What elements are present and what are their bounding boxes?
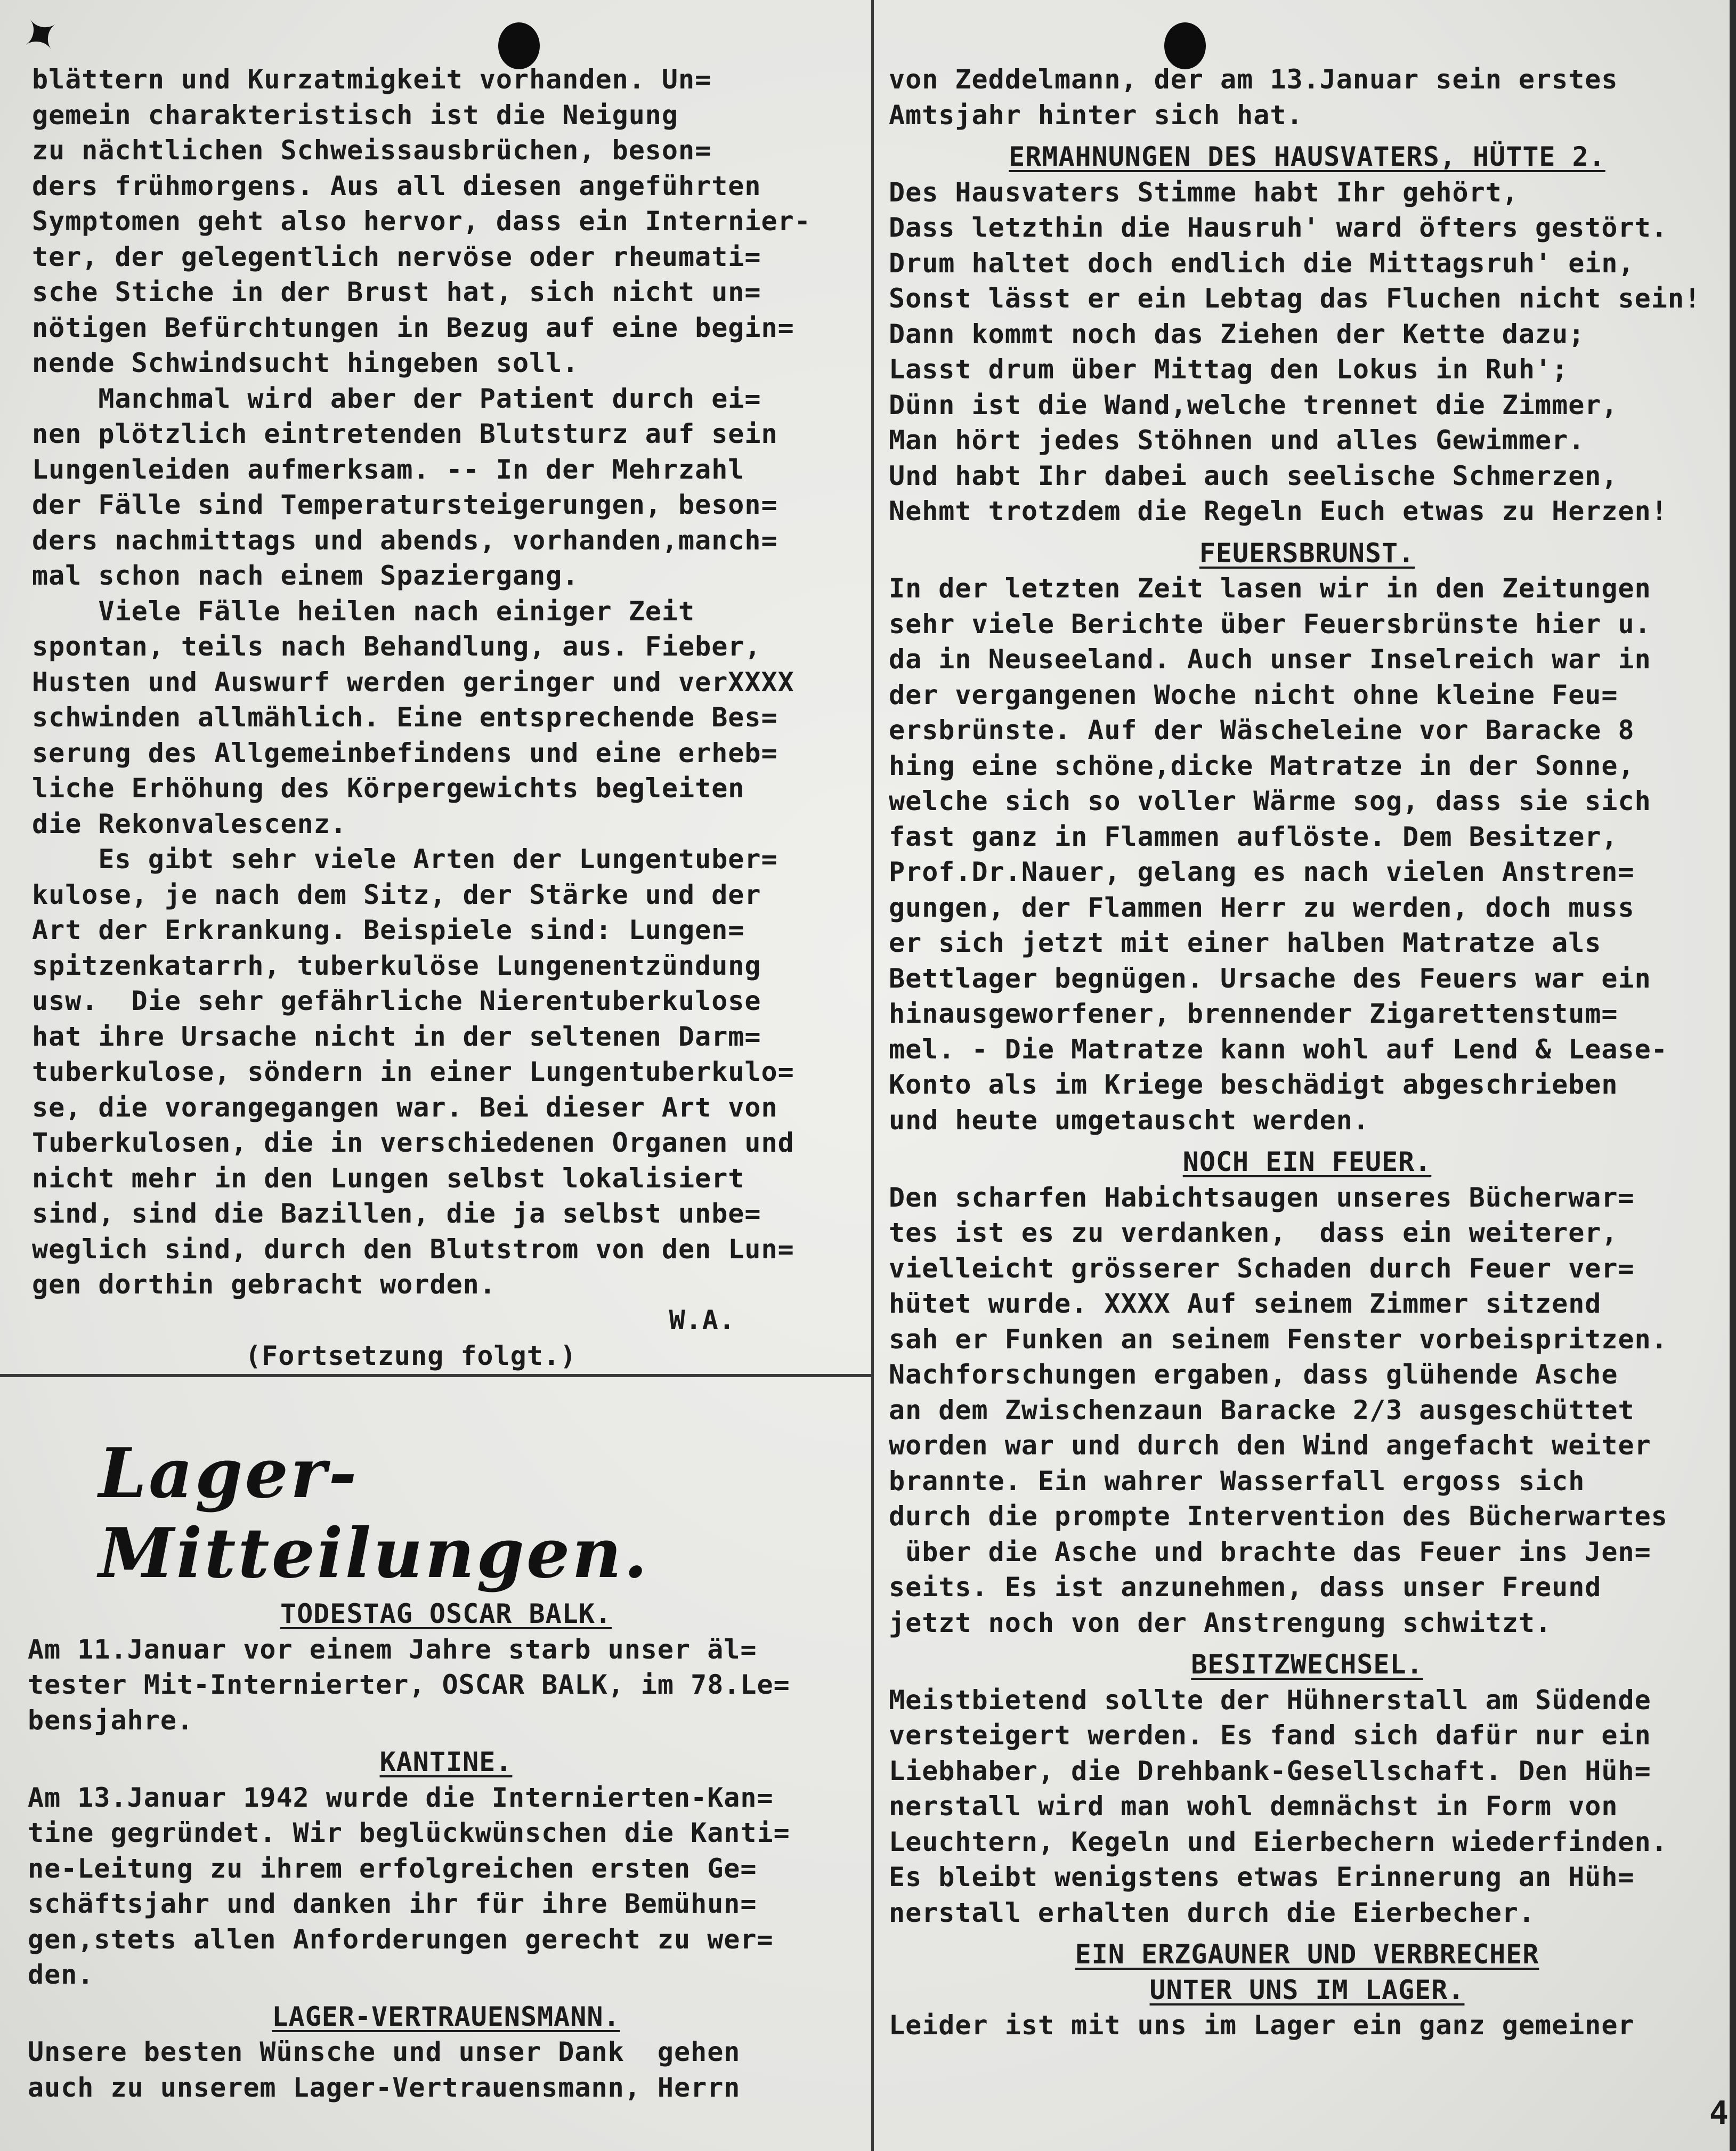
section-line: Dünn ist die Wand,welche trennet die Zimmer, xyxy=(889,389,1618,421)
spacer xyxy=(889,529,1725,536)
section-line: hütet wurde. XXXX Auf seinem Zimmer sitzend xyxy=(889,1288,1602,1319)
section-line: tine gegründet. Wir beglückwünschen die Kanti= xyxy=(28,1817,790,1848)
section-line: gungen, der Flammen Herr zu werden, doch muss xyxy=(889,892,1635,923)
section-heading: LAGER-VERTRAUENSMANN. xyxy=(272,2001,620,2032)
section-line: Leuchtern, Kegeln und Eierbechern wiederfinden. xyxy=(889,1826,1668,1857)
article-line: se, die vorangegangen war. Bei dieser Art von xyxy=(32,1091,778,1123)
section-line: Drum haltet doch endlich die Mittagsruh' ein, xyxy=(889,247,1635,279)
section-line: und heute umgetauscht werden. xyxy=(889,1104,1369,1136)
spacer xyxy=(889,1930,1725,1937)
article-end xyxy=(32,1303,863,1373)
section-line: er sich jetzt mit einer halben Matratze als xyxy=(889,927,1602,958)
section-line: schäftsjahr und danken ihr für ihre Bemühun= xyxy=(28,1888,757,1919)
article-line: blättern und Kurzatmigkeit vorhanden. Un= xyxy=(32,64,712,95)
left-announcements xyxy=(28,1596,864,2105)
article-line: schwinden allmählich. Eine entsprechende Bes= xyxy=(32,702,778,733)
section-line: ersbrünste. Auf der Wäscheleine vor Baracke 8 xyxy=(889,715,1635,746)
article-line: mal schon nach einem Spaziergang. xyxy=(32,560,579,591)
section-line: Prof.Dr.Nauer, gelang es nach vielen Anstren= xyxy=(889,856,1635,887)
bird-mark-icon: ✦ xyxy=(9,1,74,70)
section-line: da in Neuseeland. Auch unser Inselreich war in xyxy=(889,644,1651,675)
right-column xyxy=(889,62,1725,2043)
article-line: Es gibt sehr viele Arten der Lungentuber= xyxy=(32,844,778,875)
article-line: Husten und Auswurf werden geringer und verXXXX xyxy=(32,666,794,698)
section-heading: TODESTAG OSCAR BALK. xyxy=(280,1598,612,1629)
intro-line: Amtsjahr hinter sich hat. xyxy=(889,99,1303,131)
article-line: der Fälle sind Temperatursteigerungen, beson= xyxy=(32,489,778,520)
spacer xyxy=(889,1640,1725,1647)
section-line: In der letzten Zeit lasen wir in den Zeitungen xyxy=(889,573,1651,604)
page-edge xyxy=(1730,0,1736,2151)
spacer xyxy=(28,1738,864,1744)
section-line: Dass letzthin die Hausruh' ward öfters gestört. xyxy=(889,212,1668,243)
article-line: Art der Erkrankung. Beispiele sind: Lungen= xyxy=(32,915,745,945)
section-line: hing eine schöne,dicke Matratze in der Sonne, xyxy=(889,750,1635,781)
article-line: ders frühmorgens. Aus all diesen angeführten xyxy=(32,170,761,201)
article-line: Manchmal wird aber der Patient durch ei= xyxy=(32,383,761,414)
section-banner: Lager-Mitteilungen. xyxy=(99,1434,650,1594)
section-line: mel. - Die Matratze kann wohl auf Lend & Lease- xyxy=(889,1033,1668,1065)
section-line: sah er Funken an seinem Fenster vorbeispritzen. xyxy=(889,1323,1668,1355)
spacer xyxy=(889,133,1725,139)
article-line: kulose, je nach dem Sitz, der Stärke und der xyxy=(32,879,761,910)
section-line: Am 11.Januar vor einem Jahre starb unser äl= xyxy=(28,1634,757,1665)
section-line: fast ganz in Flammen auflöste. Dem Besitzer, xyxy=(889,821,1618,852)
section-heading: NOCH EIN FEUER. xyxy=(1182,1146,1432,1177)
article-line: sche Stiche in der Brust hat, sich nicht un= xyxy=(32,277,761,308)
article-line: Viele Fälle heilen nach einiger Zeit xyxy=(32,595,695,627)
section-line: seits. Es ist anzunehmen, dass unser Freund xyxy=(889,1572,1602,1603)
section-line: Dann kommt noch das Ziehen der Kette dazu; xyxy=(889,318,1585,350)
section-line: ne-Leitung zu ihrem erfolgreichen ersten Ge= xyxy=(28,1853,757,1884)
article-line: die Rekonvalescenz. xyxy=(32,808,347,839)
section-line: tester Mit-Internierter, OSCAR BALK, im 78.Le= xyxy=(28,1669,790,1700)
section-line: bensjahre. xyxy=(28,1704,194,1736)
section-line: Konto als im Kriege beschädigt abgeschrieben xyxy=(889,1069,1618,1100)
section-heading: UNTER UNS IM LAGER. xyxy=(1149,1974,1465,2006)
section-line: nerstall wird man wohl demnächst in Form von xyxy=(889,1791,1618,1822)
section-line: auch zu unserem Lager-Vertrauensmann, Herrn xyxy=(28,2072,741,2103)
section-line: Lasst drum über Mittag den Lokus in Ruh'; xyxy=(889,354,1569,385)
section-line: Bettlager begnügen. Ursache des Feuers war ein xyxy=(889,963,1651,994)
section-line: Nachforschungen ergaben, dass glühende Asche xyxy=(889,1359,1618,1390)
column-divider xyxy=(871,0,874,2151)
page-number: 4 xyxy=(1709,2095,1729,2132)
section-line: Und habt Ihr dabei auch seelische Schmerzen, xyxy=(889,460,1618,491)
article-line: nötigen Befürchtungen in Bezug auf eine begin= xyxy=(32,312,794,343)
section-line: worden war und durch den Wind angefacht weiter xyxy=(889,1430,1651,1461)
section-line: Leider ist mit uns im Lager ein ganz gemeiner xyxy=(889,2010,1635,2041)
article-line: liche Erhöhung des Körpergewichts begleiten xyxy=(32,773,745,804)
section-line: tes ist es zu verdanken, dass ein weiterer, xyxy=(889,1217,1618,1248)
section-line: Nehmt trotzdem die Regeln Euch etwas zu Herzen! xyxy=(889,496,1668,527)
article-line: Tuberkulosen, die in verschiedenen Organen und xyxy=(32,1127,794,1158)
section-line: brannte. Ein wahrer Wasserfall ergoss sich xyxy=(889,1465,1585,1497)
article-line: ders nachmittags und abends, vorhanden,manch= xyxy=(32,524,778,556)
section-heading: BESITZWECHSEL. xyxy=(1191,1649,1423,1680)
article-line: gen dorthin gebracht worden. xyxy=(32,1269,496,1300)
spacer xyxy=(889,1138,1725,1144)
section-heading: ERMAHNUNGEN DES HAUSVATERS, HÜTTE 2. xyxy=(1009,141,1605,172)
section-line: versteigert werden. Es fand sich dafür nur ein xyxy=(889,1720,1651,1751)
section-heading: FEUERSBRUNST. xyxy=(1199,537,1415,569)
section-line: vielleicht grösserer Schaden durch Feuer ver= xyxy=(889,1252,1635,1284)
section-heading: EIN ERZGAUNER UND VERBRECHER xyxy=(1075,1939,1539,1970)
section-line: nerstall erhalten durch die Eierbecher. xyxy=(889,1897,1535,1928)
continuation-note: (Fortsetzung folgt.) xyxy=(245,1340,577,1371)
spacer xyxy=(28,1993,864,1999)
section-line: Es bleibt wenigstens etwas Erinnerung an Hüh= xyxy=(889,1862,1635,1893)
left-article xyxy=(32,62,863,1303)
article-line: serung des Allgemeinbefindens und eine erheb= xyxy=(32,737,778,769)
section-line: Am 13.Januar 1942 wurde die Internierten-Kan= xyxy=(28,1782,774,1813)
section-line: Unsere besten Wünsche und unser Dank gehen xyxy=(28,2036,741,2067)
article-line: usw. Die sehr gefährliche Nierentuberkulose xyxy=(32,985,761,1016)
article-line: spitzenkatarrh, tuberkulöse Lungenentzündung xyxy=(32,950,761,981)
section-line: jetzt noch von der Anstrengung schwitzt. xyxy=(889,1607,1552,1638)
article-line: tuberkulose, söndern in einer Lungentuberkulo= xyxy=(32,1056,794,1087)
article-line: zu nächtlichen Schweissausbrüchen, beson= xyxy=(32,135,712,166)
section-line: Sonst lässt er ein Lebtag das Fluchen nicht sein! xyxy=(889,283,1701,314)
section-line: durch die prompte Intervention des Bücherwartes xyxy=(889,1501,1668,1532)
section-line: der vergangenen Woche nicht ohne kleine Feu= xyxy=(889,679,1618,710)
article-line: nen plötzlich eintretenden Blutsturz auf sein xyxy=(32,418,778,449)
signature: W.A. xyxy=(669,1305,735,1336)
article-line: ter, der gelegentlich nervöse oder rheumati= xyxy=(32,241,761,272)
section-line: den. xyxy=(28,1959,94,1990)
section-line: an dem Zwischenzaun Baracke 2/3 ausgeschüttet xyxy=(889,1394,1635,1426)
article-line: nicht mehr in den Lungen selbst lokalisiert xyxy=(32,1162,745,1194)
article-line: hat ihre Ursache nicht in der seltenen Darm= xyxy=(32,1021,761,1052)
section-line: welche sich so voller Wärme sog, dass sie sich xyxy=(889,786,1651,816)
section-line: sehr viele Berichte über Feuersbrünste hier u. xyxy=(889,608,1651,640)
intro-line: von Zeddelmann, der am 13.Januar sein erstes xyxy=(889,64,1618,95)
section-line: hinausgeworfener, brennender Zigarettenstum= xyxy=(889,998,1618,1029)
section-line: Den scharfen Habichtsaugen unseres Bücherwar= xyxy=(889,1182,1635,1213)
section-line: Des Hausvaters Stimme habt Ihr gehört, xyxy=(889,176,1519,208)
article-line: weglich sind, durch den Blutstrom von den Lun= xyxy=(32,1233,794,1265)
section-line: gen,stets allen Anforderungen gerecht zu wer= xyxy=(28,1923,774,1955)
section-line: über die Asche und brachte das Feuer ins Jen= xyxy=(889,1536,1651,1567)
article-line: sind, sind die Bazillen, die ja selbst unbe= xyxy=(32,1198,761,1229)
section-line: Meistbietend sollte der Hühnerstall am Südende xyxy=(889,1684,1651,1716)
section-line: Liebhaber, die Drehbank-Gesellschaft. Den Hüh= xyxy=(889,1755,1651,1786)
section-heading: KANTINE. xyxy=(379,1746,513,1777)
article-line: nende Schwindsucht hingeben soll. xyxy=(32,347,579,378)
article-line: gemein charakteristisch ist die Neigung xyxy=(32,99,678,131)
article-line: Symptomen geht also hervor, dass ein Internier- xyxy=(32,206,811,237)
section-line: Man hört jedes Stöhnen und alles Gewimmer. xyxy=(889,425,1585,456)
article-line: spontan, teils nach Behandlung, aus. Fieber, xyxy=(32,631,761,662)
article-line: Lungenleiden aufmerksam. -- In der Mehrzahl xyxy=(32,454,745,485)
section-rule xyxy=(0,1374,873,1377)
